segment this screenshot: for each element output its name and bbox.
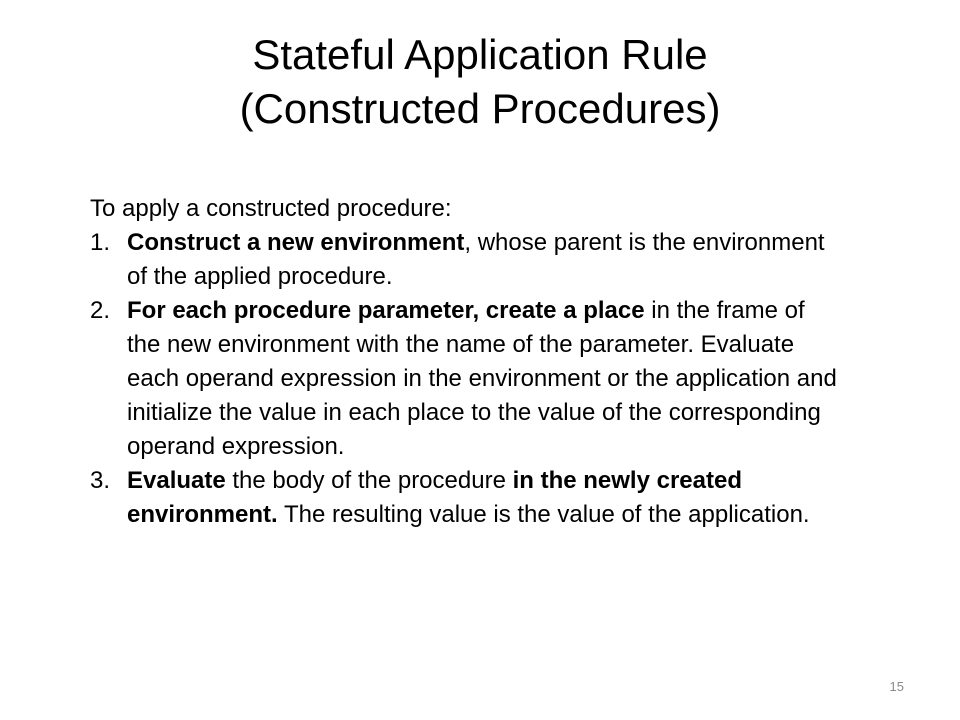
step-text: the body of the procedure	[225, 467, 513, 494]
step-3	[90, 464, 840, 532]
step-text-2: The resulting value is the value of the application.	[277, 501, 810, 528]
step-text: in the frame of the new environment with the name of the parameter. Evaluate each operand expression in the environment or the application and initialize the value in each place to the value of the corresponding operand expression.	[127, 297, 837, 460]
step-number: 2.	[90, 297, 111, 324]
intro-text: To apply a constructed procedure:	[90, 195, 452, 222]
slide-title	[80, 28, 880, 136]
step-number: 1.	[90, 229, 111, 256]
step-number: 3.	[90, 467, 111, 494]
step-1	[90, 226, 840, 294]
step-emphasis: For each procedure parameter, create a place	[127, 297, 645, 324]
title-line-2: (Constructed Procedures)	[239, 85, 721, 132]
step-emphasis: Construct a new environment	[127, 229, 465, 256]
slide-number: 15	[889, 679, 904, 694]
title-line-1: Stateful Application Rule	[252, 31, 708, 78]
step-text: , whose parent is the environment of the applied procedure.	[127, 229, 825, 290]
step-emphasis: Evaluate	[127, 467, 226, 494]
step-emphasis-2: in the newly created environment.	[127, 467, 742, 528]
step-2	[90, 294, 840, 464]
slide-body	[90, 192, 840, 532]
steps-list	[90, 226, 840, 532]
